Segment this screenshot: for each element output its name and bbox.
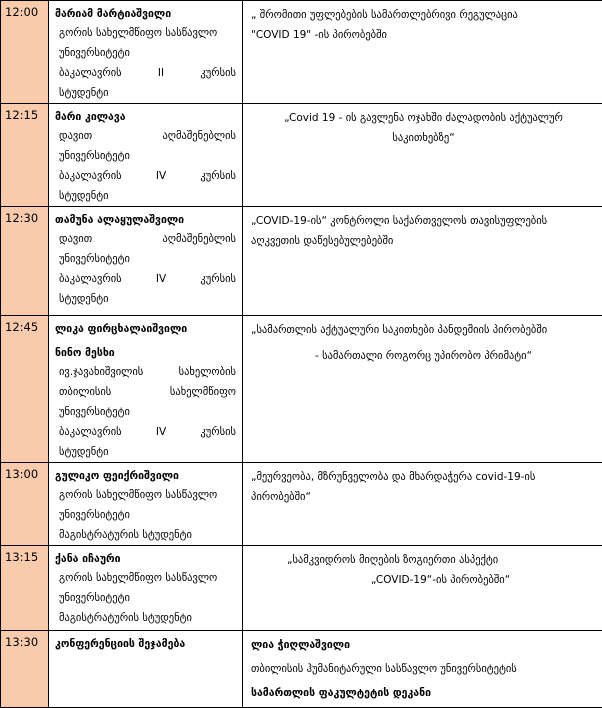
speaker-cell (49, 1, 243, 104)
schedule-row (1, 463, 602, 546)
speaker-cell (49, 463, 243, 546)
time-cell: 12:45 (1, 316, 49, 463)
affiliation-line: უნივერსიტეტი (55, 505, 236, 525)
closing-speaker-org: თბილისის ჰუმანიტარული სასწავლო უნივერსიტეტის (251, 659, 596, 679)
speaker-cell (49, 546, 243, 631)
topic-cell: „მეურვეობა, მზრუნველობა და მხარდაჭერა covid-19-ის პირობებში“ (243, 463, 602, 546)
schedule-row (1, 1, 602, 104)
closing-speaker-name: ლია ჭიღლაშვილი (251, 635, 596, 655)
speaker-name: ნინო მესხი (55, 344, 236, 362)
speaker-name: მარიამ მარტიაშვილი (55, 5, 236, 23)
student-line: სტუდენტი (55, 186, 236, 206)
schedule-row (1, 207, 602, 316)
year-line: ბაკალავრის IV კურსის (55, 166, 236, 186)
summary-title: კონფერენციის შეჯამება (55, 635, 236, 653)
topic-cell: „ შრომითი უფლებების სამართლებრივი რეგულაცია "COVID 19" -ის პირობებში (243, 1, 602, 104)
schedule-row (1, 104, 602, 207)
affiliation-line: უნივერსიტეტი (55, 146, 236, 166)
topic-cell: „სამკვიდროს მიღების ზოგიერთი ასპექტი „COVID-19“-ის პირობებში“ (243, 546, 602, 631)
affiliation-line: ივ.ჯავახიშვილის სახელობის (55, 362, 236, 382)
affiliation-line: უნივერსიტეტი (55, 588, 236, 608)
time-cell: 13:00 (1, 463, 49, 546)
speaker-name: თამუნა ალაყულაშვილი (55, 211, 236, 229)
affiliation-line: დავით აღმაშენებლის (55, 229, 236, 249)
affiliation-line: დავით აღმაშენებლის (55, 126, 236, 146)
time-cell: 12:15 (1, 104, 49, 207)
degree-line: მაგისტრატურის სტუდენტი (55, 608, 236, 628)
closing-speaker-role: სამართლის ფაკულტეტის დეკანი (251, 683, 596, 703)
year-line: ბაკალავრის II კურსის (55, 63, 236, 83)
topic-cell: „Covid 19 - ის გავლენა ოჯახში ძალადობის აქტუალურ საკითხებზე“ (243, 104, 602, 207)
affiliation-line: გორის სახელმწიფო სასწავლო (55, 485, 236, 505)
topic-cell: „COVID-19-ის“ კონტროლი საქართველოს თავისუფლების აღკვეთის დაწესებულებებში (243, 207, 602, 316)
speaker-cell (49, 631, 243, 708)
affiliation-line: უნივერსიტეტი (55, 402, 236, 422)
speaker-cell (49, 316, 243, 463)
time-cell: 13:15 (1, 546, 49, 631)
speaker-cell (49, 104, 243, 207)
affiliation-line: უნივერსიტეტი (55, 249, 236, 269)
year-line: ბაკალავრის IV კურსის (55, 269, 236, 289)
speaker-name: ქანა იჩაური (55, 550, 236, 568)
affiliation-line: გორის სახელმწიფო სასწავლო (55, 568, 236, 588)
student-line: სტუდენტი (55, 83, 236, 103)
time-cell: 13:30 (1, 631, 49, 708)
schedule-row (1, 546, 602, 631)
topic-cell (243, 631, 602, 708)
affiliation-line: გორის სახელმწიფო სასწავლო (55, 23, 236, 43)
speaker-name: ლიკა ფირცხალაიშვილი (55, 320, 236, 338)
schedule-row (1, 631, 602, 708)
student-line: სტუდენტი (55, 289, 236, 309)
student-line: სტუდენტი (55, 442, 236, 462)
affiliation-line: უნივერსიტეტი (55, 43, 236, 63)
affiliation-line: თბილისის სახელმწიფო (55, 382, 236, 402)
time-cell: 12:00 (1, 1, 49, 104)
speaker-name: მარი კილავა (55, 108, 236, 126)
topic-cell: „სამართლის აქტუალური საკითხები პანდემიის პირობებში - სამართალი როგორც უპირობო პრიმატი“ (243, 316, 602, 463)
time-cell: 12:30 (1, 207, 49, 316)
speaker-cell (49, 207, 243, 316)
speaker-name: გულიკო ფეიქრიშვილი (55, 467, 236, 485)
year-line: ბაკალავრის IV კურსის (55, 422, 236, 442)
degree-line: მაგისტრატურის სტუდენტი (55, 525, 236, 545)
schedule-row (1, 316, 602, 463)
